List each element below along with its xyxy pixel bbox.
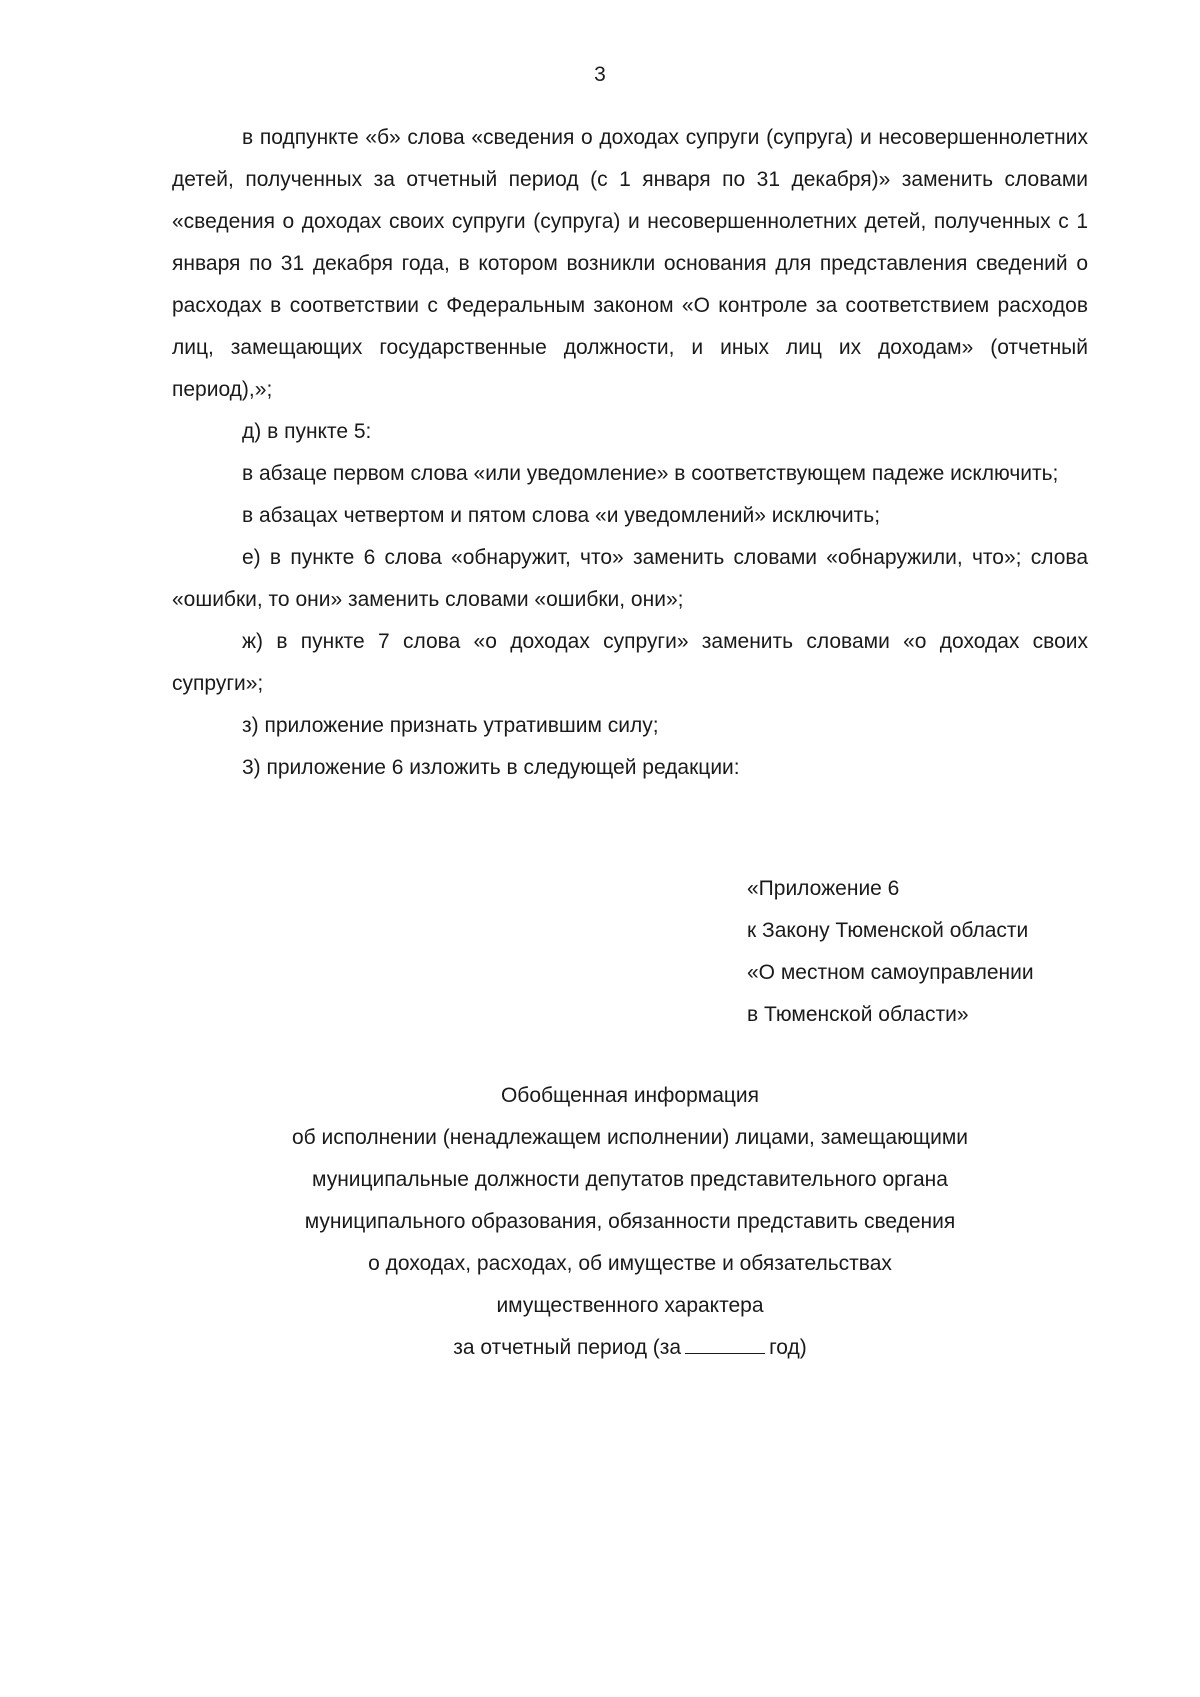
paragraph-item-zh: ж) в пункте 7 слова «о доходах супруги» заменить словами «о доходах своих супруги»;	[172, 630, 1088, 695]
paragraph-subitem-b: в подпункте «б» слова «сведения о доходах супруги (супруга) и несовершеннолетних детей, полученных за отчетный период (с 1 января по 31 декабря)» заменить словами «сведения о доходах своих супруги (супруга) и несовершеннолетних детей, полученных с 1 января по 31 декабря года, в котором возникли основания для представления сведений о расходах в соответствии с Федеральным законом «О контроле за соответствием расходов лиц, замещающих государственные должности, и иных лиц их доходам» (отчетный период),»;	[172, 126, 1088, 401]
period-suffix: год)	[769, 1336, 807, 1359]
title-line: муниципального образования, обязанности представить сведения	[304, 1210, 956, 1233]
paragraph-item-3: 3) приложение 6 изложить в следующей редакции:	[242, 756, 740, 779]
paragraph-item-e: е) в пункте 6 слова «обнаружит, что» заменить словами «обнаружили, что»; слова «ошибки, то они» заменить словами «ошибки, они»;	[172, 546, 1088, 611]
amendment-text	[172, 117, 1088, 789]
appendix-line: «О местном самоуправлении	[747, 961, 1034, 984]
document-title	[172, 1075, 1088, 1369]
title-line: об исполнении (ненадлежащем исполнении) лицами, замещающими	[291, 1126, 969, 1149]
appendix-line: «Приложение 6	[747, 877, 900, 900]
year-blank-field	[685, 1333, 765, 1354]
period-prefix: за отчетный период (за	[453, 1336, 682, 1359]
paragraph-fourth-fifth-abzac: в абзацах четвертом и пятом слова «и уведомлений» исключить;	[242, 504, 881, 527]
appendix-line: к Закону Тюменской области	[747, 919, 1029, 942]
appendix-line: в Тюменской области»	[747, 1003, 969, 1026]
title-line: муниципальные должности депутатов представительного органа	[312, 1168, 948, 1191]
paragraph-first-abzac: в абзаце первом слова «или уведомление» в соответствующем падеже исключить;	[242, 462, 1059, 485]
title-line: имущественного характера	[496, 1294, 764, 1317]
paragraph-item-d: д) в пункте 5:	[242, 420, 372, 443]
title-line: о доходах, расходах, об имуществе и обязательствах	[368, 1252, 892, 1275]
page-number: 3	[594, 63, 606, 86]
title-line: Обобщенная информация	[500, 1084, 760, 1107]
appendix-heading	[747, 868, 1147, 1036]
title-line-period	[172, 1327, 1088, 1369]
paragraph-item-z: з) приложение признать утратившим силу;	[242, 714, 659, 737]
